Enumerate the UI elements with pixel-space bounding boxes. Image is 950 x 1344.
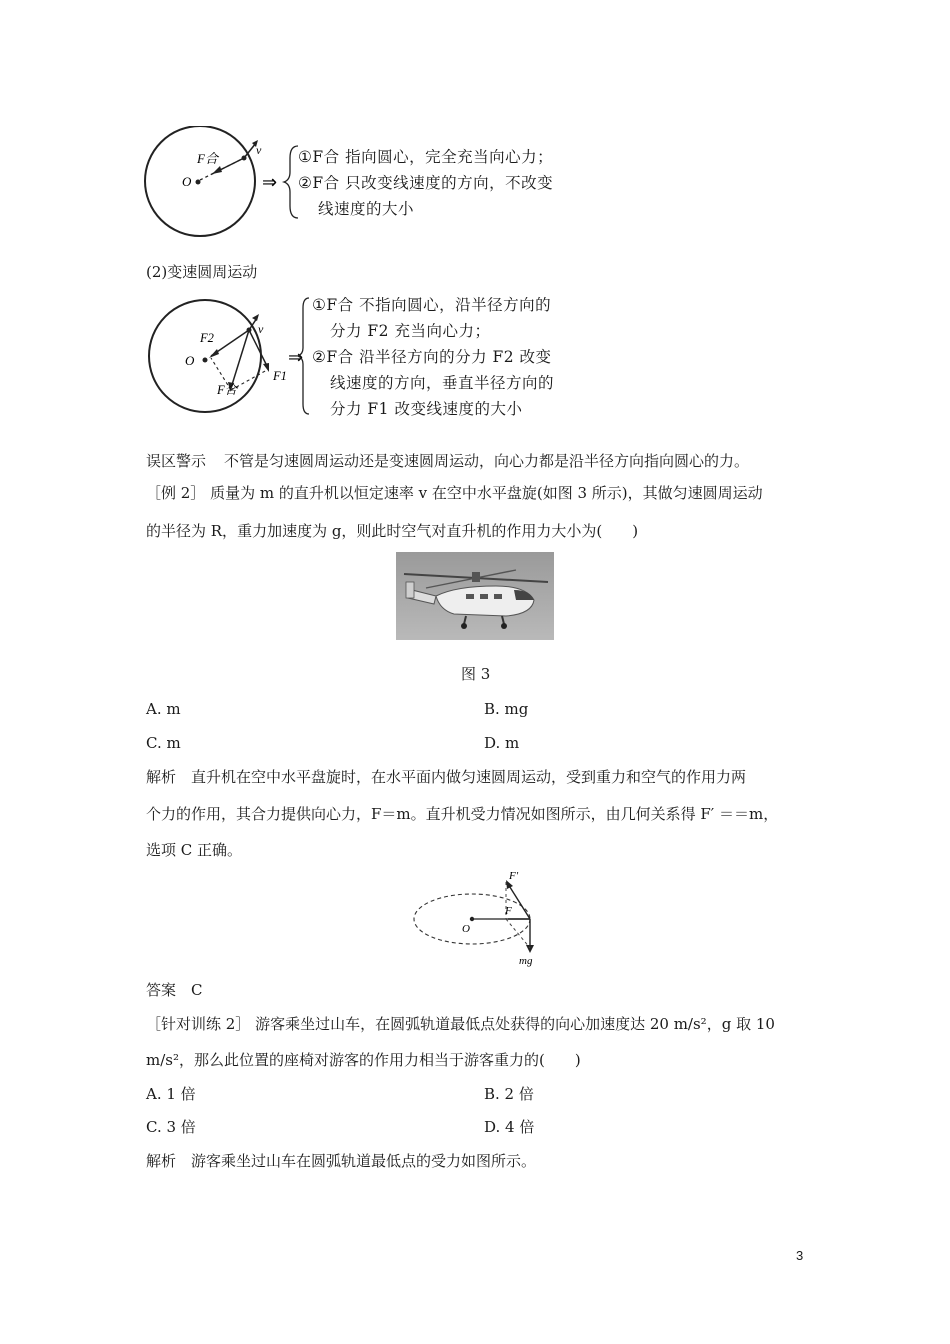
analysis2-line1: 解析 游客乘坐过山车在圆弧轨道最低点的受力如图所示。 — [146, 1152, 537, 1170]
o-label: O — [182, 174, 192, 189]
analysis1-line2: 个力的作用，其合力提供向心力，F＝m。直升机受力情况如图所示，由几何关系得 F′ ＝＝m， — [146, 805, 779, 823]
option-b: B. mg — [484, 700, 529, 718]
option-d: D. m — [484, 734, 520, 752]
example2-line2: 的半径为 R，重力加速度为 g，则此时空气对直升机的作用力大小为( ) — [146, 522, 639, 540]
o-label: O — [462, 923, 470, 935]
training-option-d: D. 4 倍 — [484, 1118, 535, 1136]
v-label: v — [258, 322, 264, 336]
warning-text: 不管是匀速圆周运动还是变速圆周运动，向心力都是沿半径方向指向圆心的力。 — [224, 452, 750, 470]
training-option-c: C. 3 倍 — [146, 1118, 196, 1136]
v-label: v — [256, 143, 262, 157]
implies-arrow: ⇒ — [288, 347, 304, 368]
f-net-label: F合 — [197, 151, 218, 166]
training2-line1: ［针对训练 2］ 游客乘坐过山车，在圆弧轨道最低点处获得的向心加速度达 20 m/s²，g 取 10 — [146, 1015, 775, 1033]
uniform-point-2-cont: 线速度的大小 — [318, 200, 415, 218]
helicopter-photo — [396, 552, 554, 640]
f-net-arrow — [231, 330, 249, 388]
training-option-a: A. 1 倍 — [146, 1085, 196, 1103]
page-number: 3 — [796, 1248, 804, 1263]
option-a: A. m — [146, 700, 181, 718]
analysis1-line3: 选项 C 正确。 — [146, 841, 243, 859]
uniform-point-2: ②F合 只改变线速度的方向，不改变 — [298, 174, 554, 192]
force-diagram — [412, 866, 562, 968]
f-net-label: F合 — [217, 383, 238, 397]
option-c: C. m — [146, 734, 181, 752]
variable-point-2-cont: 线速度的方向，垂直半径方向的 — [330, 374, 555, 392]
figure3-caption: 图 3 — [461, 665, 491, 683]
uniform-point-1: ①F合 指向圆心，完全充当向心力； — [298, 148, 554, 166]
circle-path — [149, 300, 261, 412]
center-point — [203, 358, 208, 363]
training2-line2: m/s²，那么此位置的座椅对游客的作用力相当于游客重力的( ) — [146, 1051, 581, 1069]
variable-motion-figure — [145, 296, 305, 416]
figure2-connector — [285, 292, 315, 420]
variable-point-1: ①F合 不指向圆心，沿半径方向的 — [312, 296, 552, 314]
variable-point-2: ②F合 沿半径方向的分力 F2 改变 — [312, 348, 552, 366]
training-option-b: B. 2 倍 — [484, 1085, 534, 1103]
section-heading: (2)变速圆周运动 — [146, 263, 258, 281]
f-label: F — [505, 905, 512, 917]
variable-point-2-cont2: 分力 F1 改变线速度的大小 — [330, 400, 523, 418]
warning-paragraph — [146, 451, 749, 471]
o-label: O — [185, 353, 195, 368]
answer-line: 答案 C — [146, 981, 203, 999]
variable-motion-diagram — [145, 296, 305, 416]
warning-label: 误区警示 — [146, 452, 207, 470]
example2-line1: ［例 2］ 质量为 m 的直升机以恒定速率 v 在空中水平盘旋(如图 3 所示)，其做匀速圆周运动 — [146, 484, 763, 502]
left-brace — [284, 146, 298, 218]
f2-label: F2 — [200, 331, 214, 345]
f-prime-label: F′ — [509, 870, 519, 882]
f1-label: F1 — [273, 369, 287, 383]
variable-point-1-cont: 分力 F2 充当向心力； — [330, 322, 491, 340]
center-point — [196, 180, 201, 185]
implies-arrow: ⇒ — [262, 172, 278, 193]
mg-label: mg — [519, 955, 533, 967]
analysis1-line1: 解析 直升机在空中水平盘旋时，在水平面内做匀速圆周运动，受到重力和空气的作用力两 — [146, 768, 747, 786]
